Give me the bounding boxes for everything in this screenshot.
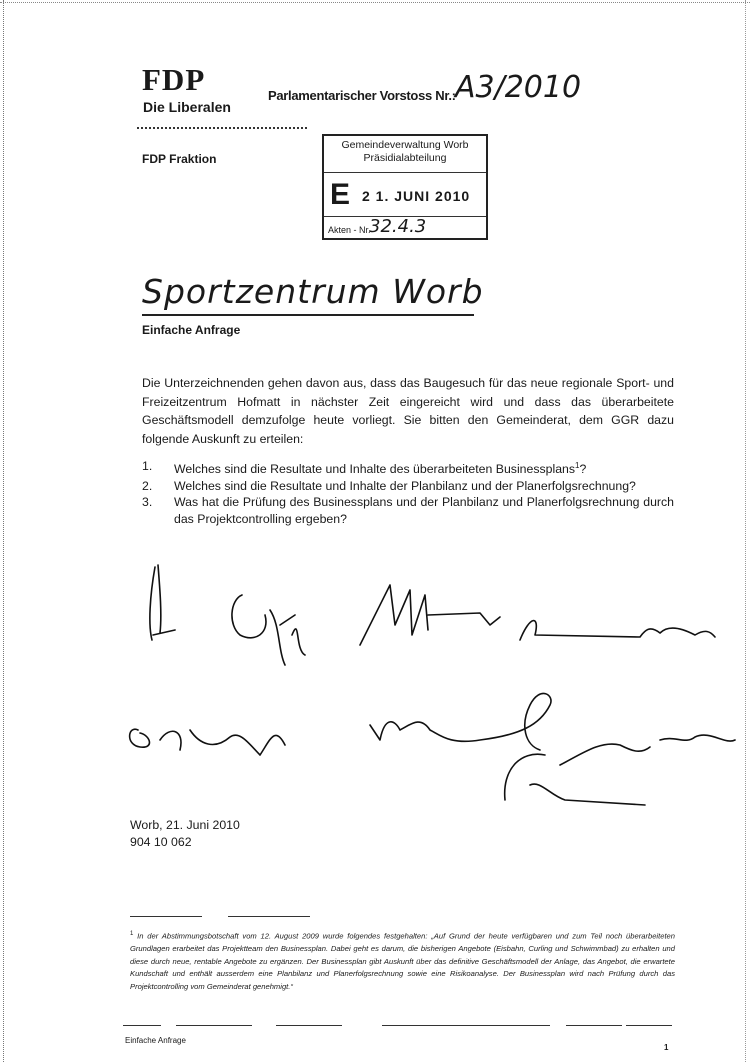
question-text: Welches sind die Resultate und Inhalte der Planbilanz und der Planerfolgsrechnung?	[174, 478, 636, 493]
footer-rule	[176, 1025, 252, 1026]
signature	[370, 693, 551, 750]
question-text: Was hat die Prüfung des Businessplans und der Planbilanz und Planerfolgsrechnung durch das Projektcontrolling ergeben?	[174, 495, 674, 526]
signature	[150, 565, 175, 640]
signatures	[120, 555, 750, 820]
question-number: 3.	[142, 495, 153, 510]
question-tail: ?	[579, 462, 587, 477]
question-number: 1.	[142, 459, 153, 473]
stamp-letter: E	[330, 178, 351, 211]
party-logo: FDP	[142, 62, 206, 97]
list-item	[142, 478, 674, 495]
question-list	[142, 458, 674, 527]
faction-label: FDP Fraktion	[142, 152, 217, 166]
footnote	[130, 928, 675, 993]
scan-edge-top	[0, 2, 750, 3]
footnote-mark: 1	[130, 931, 134, 937]
footer-rule	[276, 1025, 342, 1026]
question-number: 2.	[142, 478, 153, 493]
stamp-divider	[324, 172, 486, 173]
question-text: Welches sind die Resultate und Inhalte des überarbeiteten Businessplans	[174, 462, 576, 477]
received-stamp	[322, 134, 488, 240]
reference-number: 904 10 062	[130, 835, 192, 849]
footer-rule	[382, 1025, 550, 1026]
stamp-date: 2 1. JUNI 2010	[362, 188, 471, 204]
title-underline	[142, 314, 474, 316]
footer-rule	[626, 1025, 672, 1026]
intro-paragraph: Die Unterzeichnenden gehen davon aus, dass das Baugesuch für das neue regionale Sport- und Freizeitzentrum Hofmatt in nächster Zeit eingereicht wird und dass das überarbeitete Geschäftsmodell demzufolge heute vorliegt. Sie bitten den Gemeinderat, dem GGR dazu folgende Auskunft zu erteilen:	[142, 376, 674, 446]
logo-tagline	[137, 127, 307, 132]
page-number: 1	[664, 1043, 669, 1052]
stamp-org-line2: Präsidialabteilung	[363, 152, 447, 164]
stamp-organisation	[324, 139, 486, 165]
footnote-ref: 1	[575, 461, 580, 470]
signature	[360, 585, 500, 645]
scan-edge-left	[3, 0, 4, 1062]
signature	[232, 595, 305, 665]
footer-rule	[566, 1025, 622, 1026]
date-block	[130, 817, 240, 851]
signature	[130, 729, 285, 755]
document-title: Sportzentrum Worb	[142, 272, 484, 311]
place-date: Worb, 21. Juni 2010	[130, 818, 240, 832]
list-item	[142, 458, 674, 478]
footer-label: Einfache Anfrage	[125, 1036, 186, 1045]
signature	[520, 621, 715, 640]
vorstoss-label: Parlamentarischer Vorstoss Nr.:	[268, 88, 456, 103]
signature	[560, 735, 735, 765]
vorstoss-number: A3/2010	[455, 70, 582, 105]
footer-rule	[123, 1025, 161, 1026]
scan-edge-right	[745, 0, 746, 1062]
stamp-akten-number: 32.4.3	[369, 216, 427, 237]
footnote-rule	[228, 916, 310, 917]
stamp-akten-label: Akten - Nr.	[328, 225, 371, 235]
stamp-org-line1: Gemeindeverwaltung Worb	[341, 139, 469, 151]
footnote-text: In der Abstimmungsbotschaft vom 12. August 2009 wurde folgendes festgehalten: „Auf Grund der heute verfügbaren und zum Teil noch überarbeiteten Grundlagen erarbeitet das Projektteam den Businessplan. Dabei geht es darum, die bisherigen Angebote (Eisbahn, Curling und Schwimmbad) zu erhalten und diese durch neue, rentable Angebote zu ergänzen. Der Businessplan gibt Auskunft über das definitive Geschäftsmodell der Anlage, das Angebot, die erwartete Kundschaft und enthält ausserdem eine Planbilanz und Planerfolgsrechnung sowie eine Risikoanalyse. Der Businessplan wird nach Prüfung durch das Projektcontrolling vom Gemeinderat genehmigt.“	[130, 931, 675, 991]
signature	[505, 754, 645, 805]
document-type: Einfache Anfrage	[142, 323, 241, 337]
party-subtitle: Die Liberalen	[143, 99, 231, 115]
list-item	[142, 494, 674, 527]
footnote-rule	[130, 916, 202, 917]
